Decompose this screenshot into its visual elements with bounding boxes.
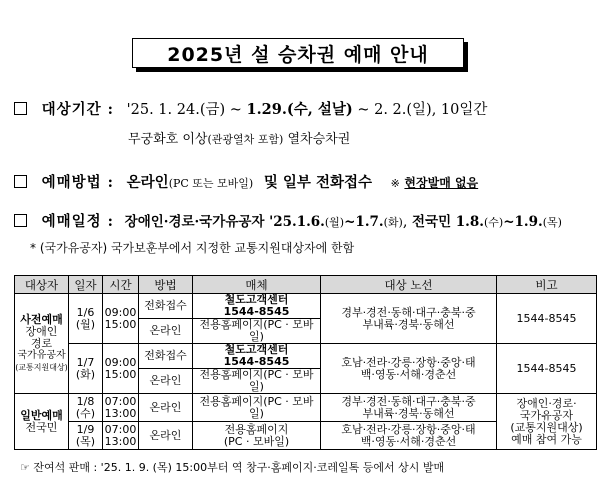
day4-dow: (목) (75, 434, 96, 448)
pre-target-3: 국가유공자 (17, 349, 66, 361)
schedule-day-d: (목) (542, 216, 562, 229)
day4-time2: 13:00 (104, 434, 137, 448)
day3-time1: 07:00 (104, 394, 137, 408)
period-start: '25. 1. 24.(금) (126, 102, 226, 118)
day2-route-b: 백·영동·서해·경춘선 (360, 367, 457, 381)
day3-online-method: 온라인 (139, 394, 193, 422)
day2-time1: 09:00 (104, 355, 137, 369)
day2-dow: (화) (75, 367, 96, 381)
day1-route-b: 부내륙·경북·동해선 (362, 317, 455, 331)
method-rest: 및 일부 전화접수 (263, 174, 372, 191)
table-header-row (15, 276, 597, 294)
pre-target-4: (교통지원대상) (15, 362, 68, 372)
day2-center-cell (193, 344, 321, 369)
day4-route-cell (321, 422, 497, 450)
period-holiday: 1.29.(수, 설날) (246, 101, 353, 118)
day3-time-cell (103, 394, 139, 422)
header-remark: 비고 (497, 276, 597, 294)
general-remark-3: (교통지원대상) (510, 420, 583, 434)
day2-time2: 15:00 (104, 367, 137, 381)
day4-web-cell (193, 422, 321, 450)
schedule-date-d: ~1.9. (503, 214, 543, 230)
general-remark-1: 장애인·경로· (516, 396, 577, 410)
day1-route-a: 경부·경전·동해·대구·충북·중 (341, 305, 476, 319)
general-title: 일반예매 (20, 408, 63, 422)
checkbox-square (14, 102, 27, 115)
schedule-label: 예매일정 : (41, 213, 115, 230)
schedule-day-b: (화) (383, 216, 403, 229)
day4-web-a: 전용홈페이지 (224, 422, 289, 436)
general-target: 전국민 (25, 420, 58, 434)
day3-dow: (수) (75, 406, 96, 420)
table-row (15, 344, 597, 369)
schedule-date-a: '25.1.6. (269, 214, 325, 230)
period-end: 2. 2.(일), 10일간 (374, 102, 488, 118)
day1-dow: (월) (75, 317, 96, 331)
header-target: 대상자 (15, 276, 69, 294)
general-remark-4: 예매 참여 가능 (511, 432, 582, 446)
residual-seat-note: ☞ 잔여석 판매 : '25. 1. 9. (목) 15:00부터 역 창구·홈페이지·코레일톡 등에서 상시 발매 (20, 461, 445, 474)
table-row (15, 294, 597, 319)
period-scope-a: 무궁화호 이상 (128, 132, 208, 147)
day1-web: 전용홈페이지(PC · 모바일) (193, 319, 321, 344)
checkbox-square (14, 214, 27, 227)
day4-date: 1/9 (76, 422, 95, 436)
schedule-table (14, 275, 597, 450)
day3-route-b: 부내륙·경북·동해선 (362, 406, 455, 420)
day2-center-no: 1544-8545 (223, 355, 290, 368)
day3-web: 전용홈페이지(PC · 모바일) (193, 394, 321, 422)
pre-target-1: 장애인 (25, 324, 58, 338)
general-remark-2: 국가유공자 (519, 408, 574, 422)
header-time: 시간 (103, 276, 139, 294)
day1-time1: 09:00 (104, 305, 137, 319)
pre-booking-title: 사전예매 (20, 312, 63, 326)
period-row (14, 98, 487, 119)
day1-remark: 1544-8545 (497, 294, 597, 344)
schedule-date-b: ~1.7. (344, 214, 384, 230)
table-row (15, 394, 597, 422)
day1-time2: 15:00 (104, 317, 137, 331)
day1-center-cell (193, 294, 321, 319)
day4-route-b: 백·영동·서해·경춘선 (360, 434, 457, 448)
day2-online-method: 온라인 (139, 369, 193, 394)
checkbox-square (14, 175, 27, 188)
day3-date-cell (69, 394, 103, 422)
no-onsite-text: 현장발매 없음 (404, 176, 479, 190)
note-mark: ※ (390, 177, 400, 190)
day1-center: 철도고객센터 (224, 293, 289, 306)
pre-booking-target-cell (15, 294, 69, 394)
schedule-row (14, 210, 562, 231)
method-online: 온라인 (126, 174, 169, 191)
day1-time-cell (103, 294, 139, 344)
day2-web: 전용홈페이지(PC · 모바일) (193, 369, 321, 394)
day2-route-cell (321, 344, 497, 394)
day3-route-a: 경부·경전·동해·대구·충북·중 (341, 394, 476, 408)
day4-date-cell (69, 422, 103, 450)
day4-route-a: 호남·전라·강릉·장항·중앙·태 (341, 422, 476, 436)
method-online-paren: (PC 또는 모바일) (168, 177, 254, 190)
day4-time1: 07:00 (104, 422, 137, 436)
header-medium: 매체 (193, 276, 321, 294)
header-date: 일자 (69, 276, 103, 294)
period-label: 대상기간 : (41, 101, 115, 118)
day1-date: 1/6 (76, 305, 95, 319)
day2-remark: 1544-8545 (497, 344, 597, 394)
schedule-day-a: (월) (324, 216, 345, 229)
day1-phone-method: 전화접수 (139, 294, 193, 319)
schedule-note: * (국가유공자) 국가보훈부에서 지정한 교통지원대상자에 한함 (30, 241, 355, 255)
day1-route-cell (321, 294, 497, 344)
period-sep2: ~ (357, 102, 370, 118)
header-route: 대상 노선 (321, 276, 497, 294)
day4-time-cell (103, 422, 139, 450)
schedule-group2: 전국민 (412, 214, 452, 230)
general-remark-cell (497, 394, 597, 450)
method-label: 예매방법 : (41, 174, 115, 191)
day2-route-a: 호남·전라·강릉·장항·중앙·태 (341, 355, 476, 369)
pre-target-2: 경로 (30, 336, 53, 350)
day3-date: 1/8 (76, 394, 95, 408)
day2-date: 1/7 (76, 355, 95, 369)
period-sep1: ~ (229, 102, 242, 118)
schedule-date-c: 1.8. (455, 214, 484, 230)
day1-date-cell (69, 294, 103, 344)
period-scope-paren: (관광열차 포함) (207, 133, 284, 146)
day2-date-cell (69, 344, 103, 394)
schedule-day-c: (수) (483, 216, 504, 229)
day2-center: 철도고객센터 (224, 343, 289, 356)
day4-web-b: (PC · 모바일) (223, 434, 290, 448)
day3-route-cell (321, 394, 497, 422)
schedule-sep: , (402, 214, 408, 230)
day2-time-cell (103, 344, 139, 394)
header-method: 방법 (139, 276, 193, 294)
general-target-cell (15, 394, 69, 450)
method-row (14, 171, 478, 192)
day3-time2: 13:00 (104, 406, 137, 420)
day1-online-method: 온라인 (139, 319, 193, 344)
day2-phone-method: 전화접수 (139, 344, 193, 369)
schedule-group: 장애인·경로·국가유공자 (124, 214, 265, 230)
page-title: 2025년 설 승차권 예매 안내 (132, 38, 464, 68)
period-scope-b: 열차승차권 (287, 132, 351, 147)
period-scope (128, 128, 350, 147)
day1-center-no: 1544-8545 (223, 305, 290, 318)
day4-online-method: 온라인 (139, 422, 193, 450)
